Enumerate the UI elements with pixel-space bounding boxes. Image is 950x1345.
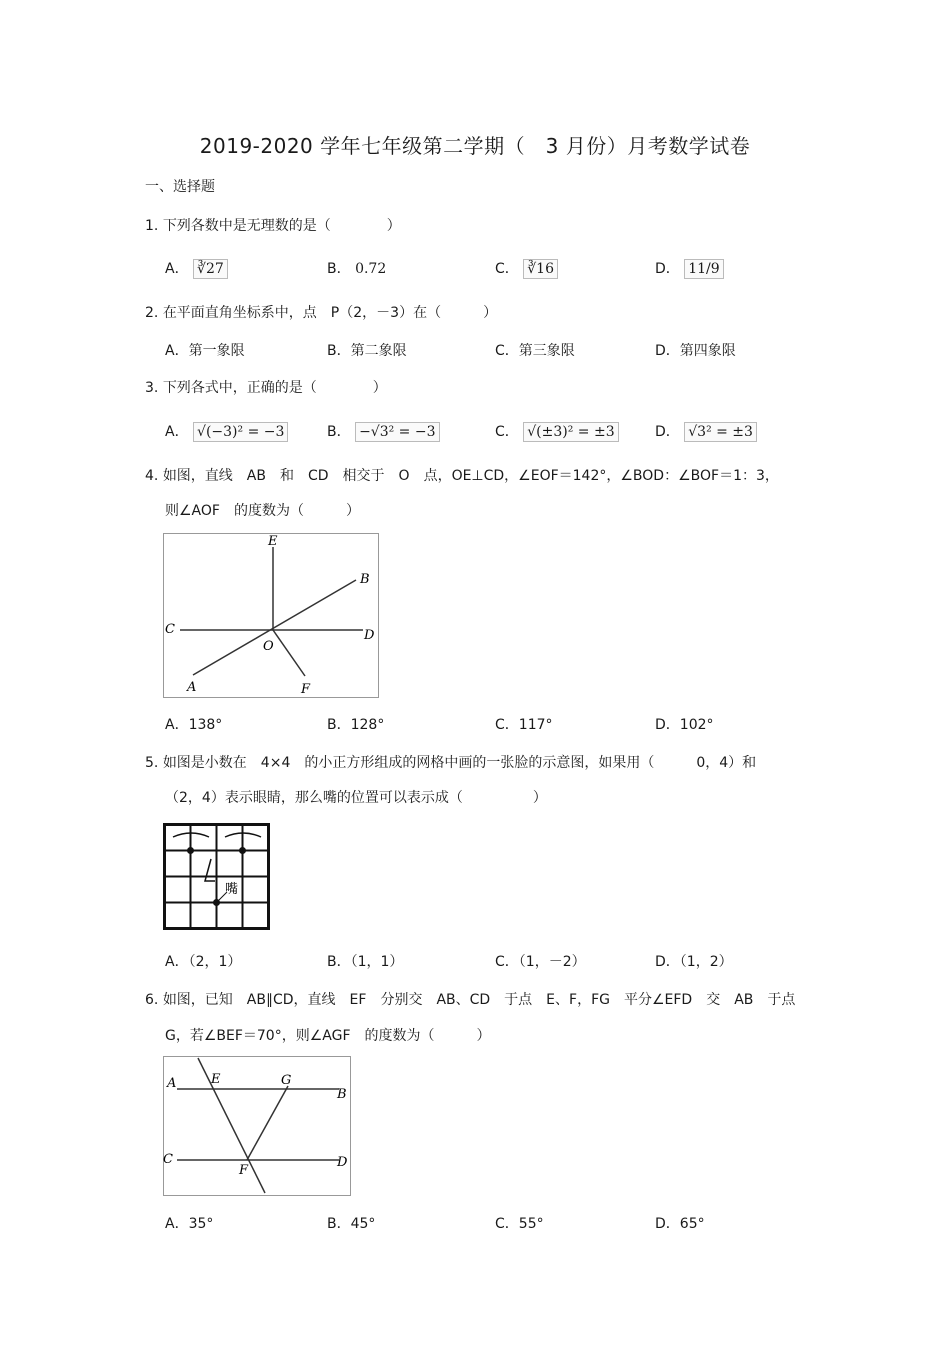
option-math: ∛27 <box>193 259 228 279</box>
question-number: 4. <box>145 468 159 484</box>
q4-option-c[interactable]: C．117° <box>495 717 553 733</box>
q6-option-a[interactable]: A．35° <box>165 1216 214 1232</box>
option-math: 0.72 <box>355 261 387 277</box>
q2-option-c[interactable]: C．第三象限 <box>495 343 575 359</box>
question-6 <box>145 989 795 1009</box>
ray-of <box>273 630 305 676</box>
page-title: 2019-2020 学年七年级第二学期（ 3 月份）月考数学试卷 <box>199 134 751 158</box>
label-c: C <box>163 1152 173 1167</box>
option-math: ∛16 <box>523 259 558 279</box>
left-eye <box>187 847 194 854</box>
q5-grid-figure <box>163 823 271 930</box>
q2-option-b[interactable]: B．第二象限 <box>327 343 407 359</box>
q5-option-d[interactable]: D．（1，2） <box>655 954 733 970</box>
q2-option-d[interactable]: D．第四象限 <box>655 343 736 359</box>
q2-option-a[interactable]: A．第一象限 <box>165 343 245 359</box>
option-math: 11/9 <box>684 259 723 279</box>
label-e: E <box>211 1072 221 1087</box>
label-b: B <box>337 1087 347 1102</box>
option-math: −√3² = −3 <box>355 422 439 442</box>
question-6-line2: G，若∠BEF＝70°，则∠AGF 的度数为（ ） <box>165 1028 491 1044</box>
q4-option-a[interactable]: A．138° <box>165 717 223 733</box>
question-5 <box>145 752 756 772</box>
question-3 <box>145 377 387 397</box>
question-number: 2. <box>145 305 159 321</box>
question-1 <box>145 215 401 235</box>
mouth-label: 嘴 <box>225 882 239 897</box>
question-stem: 下列各数中是无理数的是（ ） <box>162 218 401 234</box>
q5-option-a[interactable]: A．（2，1） <box>165 954 242 970</box>
label-g: G <box>281 1073 292 1088</box>
q3-option-c[interactable]: C． √(±3)² = ±3 <box>495 421 619 442</box>
question-number: 1. <box>145 218 159 234</box>
question-4 <box>145 465 779 485</box>
nose <box>205 859 215 881</box>
question-5-line2: （2，4）表示眼睛，那么嘴的位置可以表示成（ ） <box>165 790 547 806</box>
label-o: O <box>263 639 274 654</box>
label-f: F <box>301 682 311 697</box>
question-stem: 下列各式中，正确的是（ ） <box>162 380 387 396</box>
question-stem: 如图，已知 AB∥CD，直线 EF 分别交 AB、CD 于点 E、F，FG 平分∠EFD 交 AB 于点 <box>162 992 796 1008</box>
question-number: 6. <box>145 992 159 1008</box>
q1-option-b[interactable]: B． 0.72 <box>327 261 387 277</box>
label-d: D <box>364 628 375 643</box>
label-a: A <box>187 680 197 695</box>
question-2 <box>145 302 497 322</box>
line-ab <box>193 580 356 675</box>
q6-option-b[interactable]: B．45° <box>327 1216 376 1232</box>
q1-option-a[interactable]: A． ∛27 <box>165 258 228 279</box>
q6-option-c[interactable]: C．55° <box>495 1216 544 1232</box>
q4-figure <box>163 533 379 698</box>
q6-option-d[interactable]: D．65° <box>655 1216 705 1232</box>
label-f: F <box>239 1163 249 1178</box>
option-math: √(−3)² = −3 <box>193 422 288 442</box>
question-4-line2: 则∠AOF 的度数为（ ） <box>165 503 360 519</box>
q3-option-a[interactable]: A． √(−3)² = −3 <box>165 421 288 442</box>
q6-figure <box>163 1056 351 1196</box>
right-eye <box>239 847 246 854</box>
q4-option-d[interactable]: D．102° <box>655 717 714 733</box>
q5-option-c[interactable]: C．（1，－2） <box>495 954 586 970</box>
line-ef <box>198 1058 265 1193</box>
label-c: C <box>165 622 175 637</box>
question-stem: 如图是小数在 4×4 的小正方形组成的网格中画的一张脸的示意图，如果用（ 0，4）和 <box>162 755 757 771</box>
question-stem: 在平面直角坐标系中，点 P（2，－3）在（ ） <box>162 305 498 321</box>
label-d: D <box>337 1155 348 1170</box>
q1-option-d[interactable]: D． 11/9 <box>655 258 724 279</box>
question-number: 5. <box>145 755 159 771</box>
label-a: A <box>167 1076 177 1091</box>
q5-option-b[interactable]: B．（1，1） <box>327 954 404 970</box>
option-math: √(±3)² = ±3 <box>523 422 618 442</box>
label-b: B <box>360 572 370 587</box>
question-stem: 如图，直线 AB 和 CD 相交于 O 点，OE⊥CD，∠EOF＝142°，∠BOD：∠BOF＝1：3， <box>162 468 779 484</box>
q3-option-b[interactable]: B． −√3² = −3 <box>327 421 440 442</box>
option-math: √3² = ±3 <box>684 422 757 442</box>
question-number: 3. <box>145 380 159 396</box>
q1-option-c[interactable]: C． ∛16 <box>495 258 558 279</box>
q3-option-d[interactable]: D． √3² = ±3 <box>655 421 757 442</box>
q4-option-b[interactable]: B．128° <box>327 717 385 733</box>
line-fg <box>247 1086 288 1160</box>
section-heading: 一、选择题 <box>145 179 215 195</box>
label-e: E <box>268 534 278 549</box>
